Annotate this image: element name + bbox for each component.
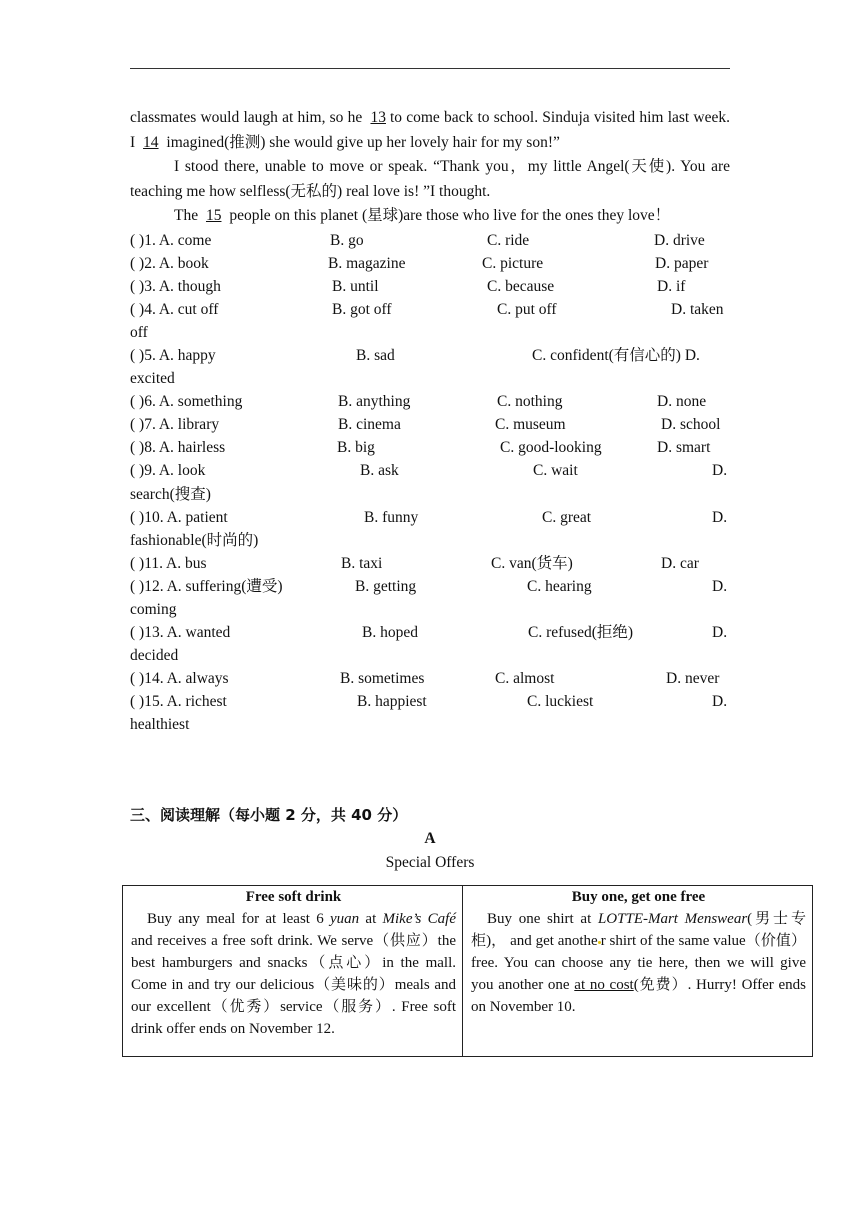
- option-c: C. ride: [487, 231, 530, 249]
- offer-body-right: [471, 908, 806, 1018]
- option-d: D. drive: [654, 231, 705, 249]
- option-b: B. sad: [356, 346, 395, 364]
- question-row: [130, 667, 730, 690]
- option-d: D.: [712, 624, 728, 642]
- option-c: C. good-looking: [500, 439, 602, 457]
- text: classmates would laugh at him, so he: [130, 109, 367, 126]
- question-number-and-option-a: ( )9. A. look: [130, 462, 206, 480]
- text: LOTTE-Mart Menswear: [597, 911, 748, 927]
- option-d: D.: [712, 693, 728, 711]
- question-row: [130, 390, 730, 413]
- underlined-text: at no cost: [574, 977, 634, 993]
- option-d: D. never: [666, 670, 720, 688]
- option-d: D. if: [657, 277, 686, 295]
- passage-letter: A: [424, 830, 436, 847]
- blank-15: 15: [205, 207, 222, 224]
- option-d: D. car: [661, 554, 699, 572]
- option-c: C. hearing: [527, 577, 592, 595]
- option-d: D.: [712, 577, 728, 595]
- option-d: D. smart: [657, 439, 711, 457]
- option-b: B. happiest: [357, 693, 427, 711]
- passage-paragraph-1: [130, 106, 730, 155]
- option-continuation: search(搜查): [130, 485, 211, 503]
- text: at: [359, 911, 383, 927]
- question-number-and-option-a: ( )6. A. something: [130, 393, 243, 411]
- option-b: B. getting: [355, 577, 417, 595]
- option-b: B. anything: [338, 393, 411, 411]
- question-number-and-option-a: ( )3. A. though: [130, 277, 221, 295]
- option-c: C. put off: [497, 300, 557, 318]
- option-c: C. confident(有信心的) D.: [532, 346, 700, 364]
- offer-cell-left: [123, 886, 463, 1057]
- option-c: C. picture: [482, 254, 544, 272]
- question-row: [130, 298, 730, 344]
- option-b: B. hoped: [362, 624, 418, 642]
- question-number-and-option-a: ( )5. A. happy: [130, 346, 216, 364]
- passage-paragraph-3: [130, 204, 730, 229]
- option-continuation: fashionable(时尚的): [130, 531, 259, 549]
- text: Buy any meal for at least 6: [147, 911, 330, 927]
- option-b: B. got off: [332, 300, 392, 318]
- text: r shirt of the same value（价值）free. You can choose any tie here, then we will give you another one: [471, 933, 806, 993]
- option-b: B. taxi: [341, 554, 383, 572]
- question-row: [130, 575, 730, 621]
- option-d: D.: [712, 508, 728, 526]
- question-number-and-option-a: ( )1. A. come: [130, 231, 212, 249]
- offer-body-left: [131, 908, 456, 1040]
- section-title: 三、阅读理解（每小题 2 分，共 40 分）: [130, 806, 408, 824]
- passage-and-questions: [130, 106, 730, 737]
- text: (男士专柜)， and get anothe: [471, 911, 807, 949]
- option-b: B. sometimes: [340, 670, 425, 688]
- option-c: C. because: [487, 277, 555, 295]
- blank-14: 14: [143, 133, 159, 151]
- question-row: [130, 252, 730, 275]
- option-continuation: excited: [130, 370, 175, 388]
- option-c: C. refused(拒绝): [528, 624, 634, 642]
- option-b: B. until: [332, 277, 379, 295]
- question-row: [130, 690, 730, 736]
- option-d: D. none: [657, 393, 707, 411]
- special-offers-table: [122, 885, 813, 1057]
- question-number-and-option-a: ( )10. A. patient: [130, 508, 228, 526]
- question-row: [130, 621, 730, 667]
- option-d: D. paper: [655, 254, 709, 272]
- option-c: C. luckiest: [527, 693, 594, 711]
- question-number-and-option-a: ( )2. A. book: [130, 254, 209, 272]
- option-b: B. magazine: [328, 254, 406, 272]
- question-row: [130, 229, 730, 252]
- option-c: C. wait: [533, 462, 578, 480]
- question-row: [130, 275, 730, 298]
- question-number-and-option-a: ( )8. A. hairless: [130, 439, 226, 457]
- option-d: D. school: [661, 416, 721, 434]
- question-number-and-option-a: ( )4. A. cut off: [130, 300, 219, 318]
- text: Buy one shirt at: [487, 911, 598, 927]
- option-continuation: off: [130, 323, 148, 341]
- option-b: B. ask: [360, 462, 399, 480]
- option-c: C. almost: [495, 670, 555, 688]
- option-d: D.: [712, 462, 728, 480]
- header-rule: [130, 68, 730, 69]
- question-row: [130, 552, 730, 575]
- question-number-and-option-a: ( )14. A. always: [130, 670, 229, 688]
- text: yuan: [329, 911, 360, 927]
- text: and receives a free soft drink. We serve（供应）the best hamburgers and snacks（点心）in the mall. Come in and try our delicious（美味的）meals and our excellent（优秀）service（服务）. Free soft drink offer ends on November 12.: [131, 933, 456, 1037]
- text: Mike’s Café: [382, 911, 456, 927]
- option-c: C. van(货车): [491, 554, 573, 572]
- question-number-and-option-a: ( )15. A. richest: [130, 693, 227, 711]
- question-row: [130, 344, 730, 390]
- text: imagined(推测) she would give up her lovely hair for my son!”: [162, 133, 560, 151]
- text: people on this planet (星球)are those who live for the ones they love！: [225, 207, 671, 224]
- question-list: [130, 229, 730, 737]
- text: The: [174, 207, 202, 224]
- text: to come back to school. Sinduja visited him last week. I: [130, 109, 730, 151]
- question-row: [130, 506, 730, 552]
- blank-13: 13: [370, 109, 386, 126]
- question-row: [130, 436, 730, 459]
- question-row: [130, 459, 730, 505]
- option-c: C. great: [542, 508, 592, 526]
- option-c: C. museum: [495, 416, 566, 434]
- option-continuation: healthiest: [130, 716, 190, 734]
- passage-subtitle: Special Offers: [385, 854, 475, 871]
- question-row: [130, 413, 730, 436]
- option-c: C. nothing: [497, 393, 563, 411]
- text: (免费）. Hurry! Offer ends on November 10.: [471, 977, 806, 1015]
- option-b: B. go: [330, 231, 364, 249]
- option-d: D. taken: [671, 300, 724, 318]
- question-number-and-option-a: ( )11. A. bus: [130, 554, 207, 572]
- option-continuation: coming: [130, 601, 177, 618]
- option-b: B. funny: [364, 508, 419, 526]
- offer-cell-right: [463, 886, 813, 1057]
- question-number-and-option-a: ( )13. A. wanted: [130, 624, 231, 642]
- option-b: B. cinema: [338, 416, 401, 434]
- passage-paragraph-2: I stood there, unable to move or speak. “Thank you，my little Angel(天使). You are teaching me how selfless(无私的) real love is! ”I thought.: [130, 158, 730, 200]
- option-continuation: decided: [130, 647, 179, 665]
- question-number-and-option-a: ( )7. A. library: [130, 416, 220, 434]
- offer-heading-right: Buy one, get one free: [571, 889, 706, 905]
- option-b: B. big: [337, 439, 375, 457]
- offer-heading-left: Free soft drink: [245, 889, 342, 905]
- question-number-and-option-a: ( )12. A. suffering(遭受): [130, 577, 283, 595]
